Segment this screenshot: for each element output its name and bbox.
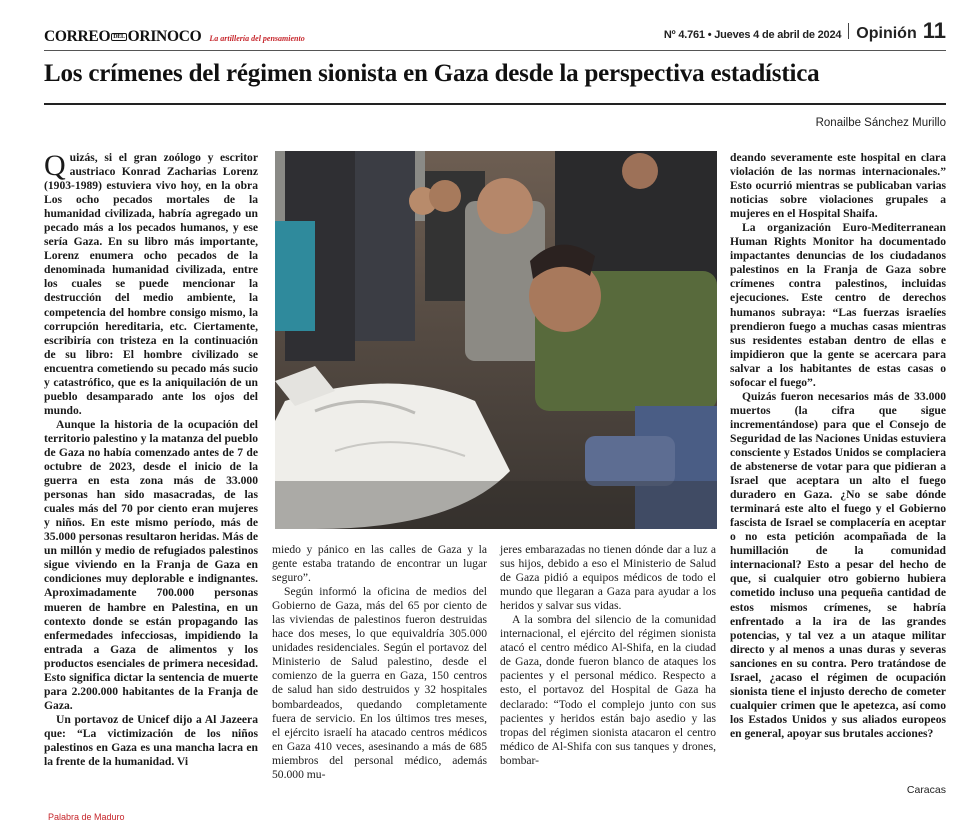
masthead xyxy=(44,28,305,46)
issue-date: Nº 4.761 • Jueves 4 de abril de 2024 xyxy=(663,29,842,41)
paragraph: Aunque la historia de la ocupación del territorio palestino y la matanza del pueblo de Gaza no había comenzado antes de 7 de octubre de 2023, desde el inicio de la guerra en esta zona más de 33.000 personas han sido masacradas, de las cuales más del 70 por ciento eran mujeres y niños. En este mismo período, más de 35.000 personas resultaron heridas. Más de un millón y medio de refugiados palestinos sigue viviendo en la Franja de Gaza en condiciones muy deplorable e indignantes. Aproximadamente 700.000 personas mueren de hambre en Palestina, en un contexto donde se están propagando las enfermedades infecciosas, impidiendo la entrada a Gaza de alimentos y los productos esenciales de primera necesidad. Esto significa dictar la sentencia de muerte para 2.200.000 habitantes de la Franja de Gaza. xyxy=(44,417,258,712)
paragraph: miedo y pánico en las calles de Gaza y la gente estaba tratando de encontrar un lugar seguro”. xyxy=(272,543,487,585)
newspaper-logo: CORREO DEL ORINOCO xyxy=(44,28,202,45)
section-name: Opinión xyxy=(856,25,917,42)
dateline: Caracas xyxy=(906,784,946,796)
paragraph: jeres embarazadas no tienen dónde dar a luz a sus hijos, debido a eso el Ministerio de Salud de Gaza pidió a equipos médicos de todo el mundo que llegaran a Gaza para ayudar a los heridos y salvar sus vidas. xyxy=(500,543,716,613)
article-column-3 xyxy=(500,543,716,768)
article-column-4 xyxy=(730,151,946,741)
article-column-1 xyxy=(44,151,258,769)
article-photo xyxy=(275,151,717,529)
footer-fragment: Palabra de Maduro xyxy=(48,812,125,822)
paragraph: Quizás, si el gran zoólogo y escritor austriaco Konrad Zacharias Lorenz (1903-1989) estuviera vivo hoy, en la obra Los ocho pecados mortales de la humanidad civilizada, habría agregado un pecado más a los pecados humanos, y ese sería Gaza. En su libro más importante, Lorenz enumera ocho pecados de la denominada humanidad civilizada, entre los cuales se puede mencionar la destrucción del medio ambiente, la competencia del hombre consigo mismo, la corrupción hereditaria, etc. Ciertamente, escribiría con tristeza en la continuación de su libro: El hombre civilizado se encuentra cometiendo su pecado más sucio y catastrófico, que es la aniquilación de un pueblo desamparado ante los ojos del mundo. xyxy=(44,149,258,417)
page-number: 11 xyxy=(922,18,946,43)
paragraph: La organización Euro-Mediterranean Human Rights Monitor ha documentado impactantes denuncias de los ciudadanos palestinos en la Franja de Gaza sobre crímenes contra palestinos, incluidas ejecuciones. Este centro de derechos humanos subraya: “Las fuerzas israelíes prendieron fuego a muchas casas mientras sus residentes estaban dentro de ellas e impidieron que la gente se acercara para salvar a los habitantes de estas casas o sofocar el fuego”. xyxy=(730,221,946,389)
tagline: La artillería del pensamiento xyxy=(209,34,305,43)
drop-cap: Q xyxy=(44,149,66,182)
issue-info xyxy=(664,18,946,44)
paragraph: Según informó la oficina de medios del Gobierno de Gaza, más del 65 por ciento de las viviendas de palestinos fueron destruidas hace dos meses, lo que equivaldría 305.000 unidades residenciales. Según el portavoz del Ministerio de Salud palestino, desde el comienzo de la guerra en Gaza, 150 centros de salud han sido destruidos y 32 hospitales bombardeados, quedando completamente fuera de servicio. En los últimos tres meses, el ejército israelí ha atacado centros médicos en Gaza 410 veces, asesinando a más de 685 miembros del personal médico, además 50.000 mu- xyxy=(272,585,487,781)
paragraph: Quizás fueron necesarios más de 33.000 muertos (la cifra que sigue incrementándose) para que el Consejo de Seguridad de las Naciones Unidas estuviera consciente y Estados Unidos se complaciera de abstenerse de votar para que pidieran a Israel que aceptara un alto el fuego duradero en Gaza. ¿No se sabe dónde terminará este alto el fuego y el Gobierno fascista de Israel se complacería en aceptar o no esta petición acompañada de la humillación de la comunidad internacional? Esto a pesar del hecho de que, si cualquier otro gobierno hubiera cometido incluso una pequeña cantidad de estos mismos crímenes, se habría enfrentado a la ira de las grandes potencias, y tal vez a un ataque militar directo y al menos a unas duras y severas sanciones en su contra. Pero tratándose de Israel, ¿acaso el régimen de ocupación sionista tiene el injusto derecho de cometer cualquier crimen que le apetezca, así como los Estados Unidos y sus aliados europeos en general, apoyar sus brutales acciones? xyxy=(730,389,946,740)
paragraph: A la sombra del silencio de la comunidad internacional, el ejército del régimen sionista atacó el centro médico Al-Shifa, en la ciudad de Gaza, donde fueron blanco de ataques los pacientes y el personal médico. Respecto a esto, el portavoz del Hospital de Gaza ha declarado: “Todo el complejo junto con sus pacientes y heridos están bajo asedio y las tropas del régimen sionista atacaron el centro médico de Al-Shifa con sus tanques y drones, bombar- xyxy=(500,613,716,767)
paragraph: Un portavoz de Unicef dijo a Al Jazeera que: “La victimización de los niños palestinos en Gaza es una mancha lacra en la frente de la humanidad. Vi xyxy=(44,712,258,769)
paragraph: deando severamente este hospital en clara violación de las normas internacionales.” Esto ocurrió mientras se publicaban varias noticias sobre violaciones grupales a mujeres en el Hospital Shaifa. xyxy=(730,151,946,221)
headline-rule xyxy=(44,103,946,105)
headline: Los crímenes del régimen sionista en Gaza desde la perspectiva estadística xyxy=(44,60,820,87)
article-column-2 xyxy=(272,543,487,782)
byline: Ronailbe Sánchez Murillo xyxy=(815,117,946,129)
divider xyxy=(848,23,849,39)
mourners-photo-illustration xyxy=(275,151,717,529)
top-rule xyxy=(44,50,946,51)
